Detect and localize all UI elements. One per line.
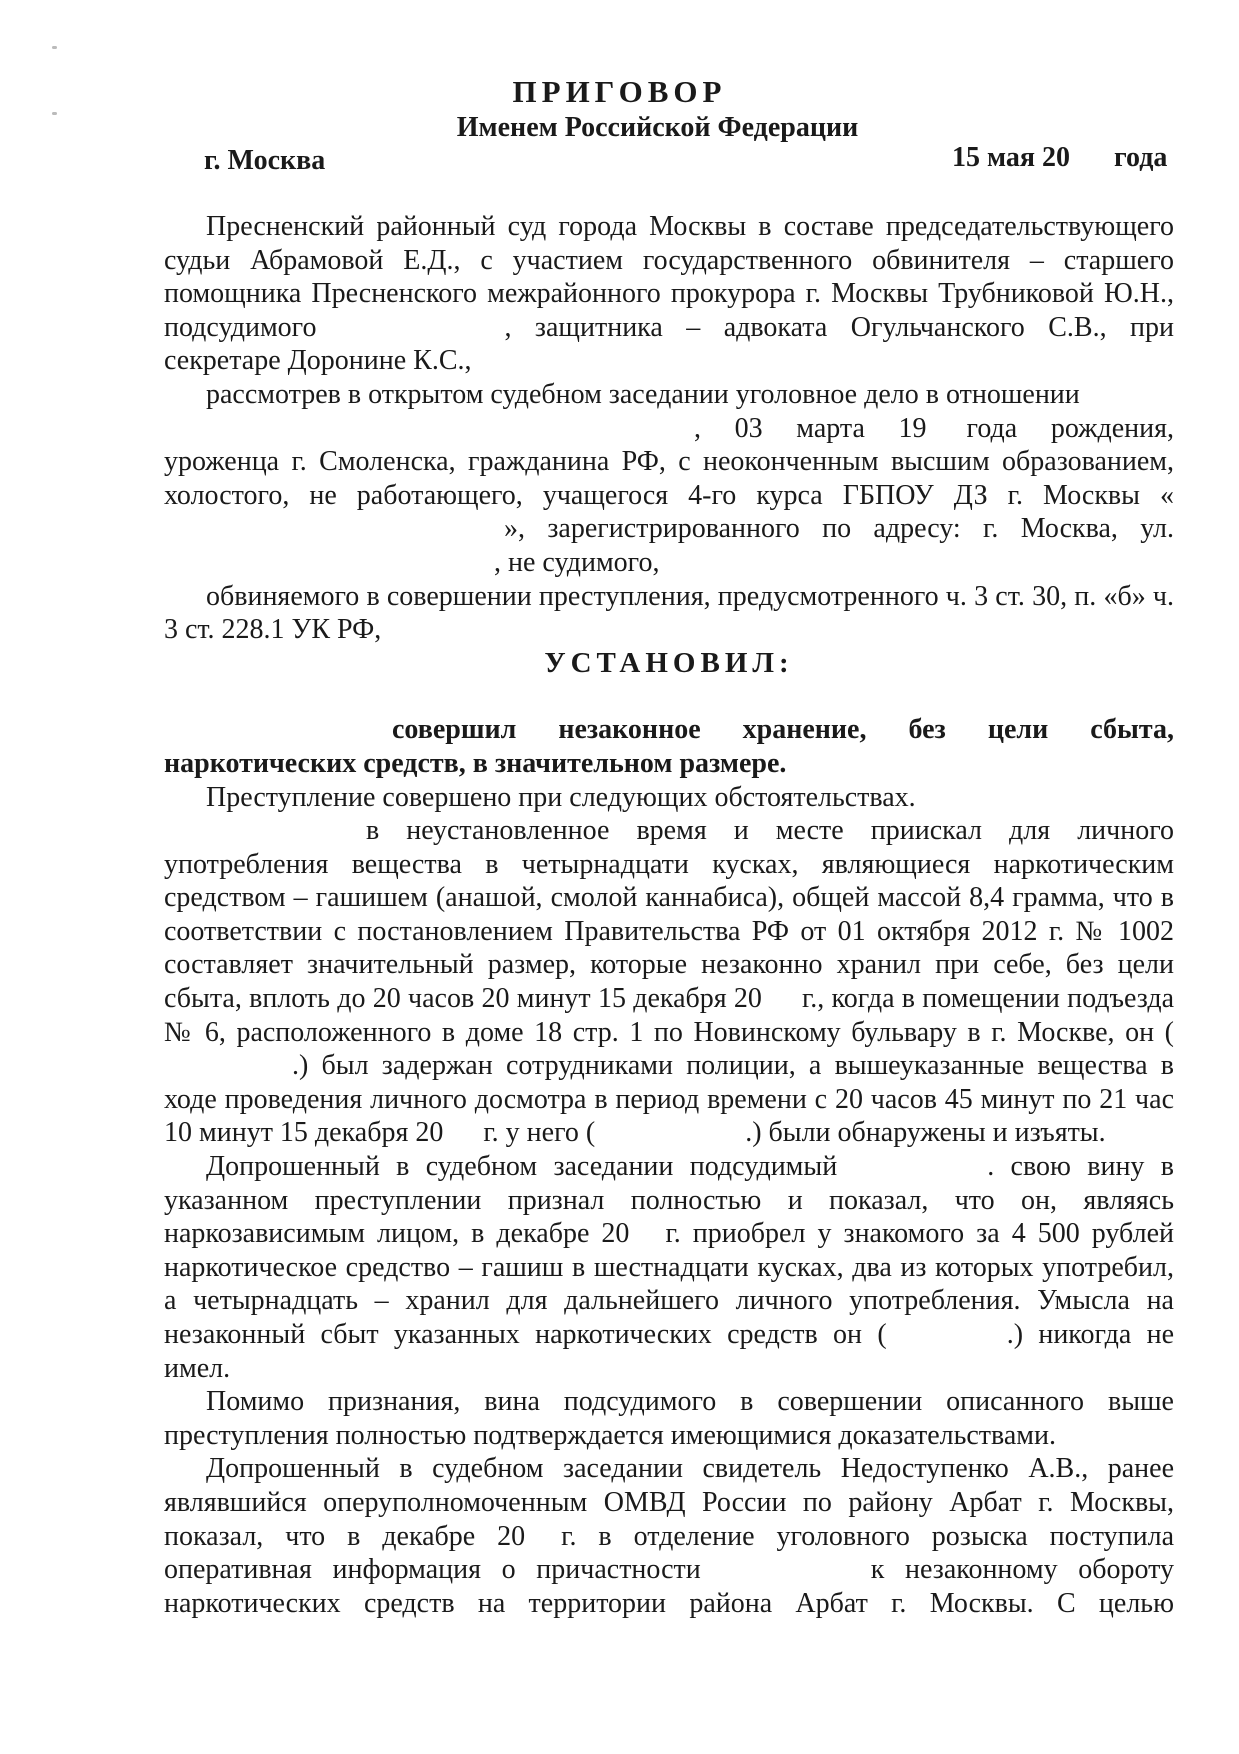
section-title: УСТАНОВИЛ: xyxy=(544,646,794,679)
intro-paragraph: Пресненский районный суд города Москвы в составе председательствующего судьи Абрамовой Е.Д., с участием государственного обвинителя – старшего помощника Пресненского межрайонного прокурора г. Москвы Трубниковой Ю.Н., подсудимого , защитника – адвоката Огульчанского С.В., при секретаре Доронине К.С., xyxy=(164,211,1174,377)
document-title: ПРИГОВОР xyxy=(512,74,727,109)
findings-paragraph-4: Помимо признания, вина подсудимого в совершении описанного выше преступления полностью подтверждается имеющимися доказательствами. xyxy=(164,1386,1174,1451)
document-body xyxy=(164,210,1174,1620)
document-subtitle: Именем Российской Федерации xyxy=(456,112,859,143)
charge-paragraph: обвиняемого в совершении преступления, предусмотренного ч. 3 ст. 30, п. «б» ч. 3 ст. 228.1 УК РФ, xyxy=(164,580,1174,646)
date xyxy=(952,142,1167,174)
defendant-info: , 03 марта 19 года рождения, уроженца г. Смоленска, гражданина РФ, с неоконченным высшим образованием, холостого, не работающего, учащегося 4-го курса ГБПОУ ДЗ г. Москвы «», зарегистрированного по адресу: г. Москва, ул., не судимого, xyxy=(164,412,1174,578)
date-prefix: 15 мая 20 xyxy=(952,142,1071,173)
intro-paragraph-2: рассмотрев в открытом судебном заседании уголовное дело в отношении xyxy=(206,378,1080,410)
city: г. Москва xyxy=(204,145,326,176)
findings-paragraph-1: Преступление совершено при следующих обстоятельствах. xyxy=(206,781,916,813)
spacer xyxy=(164,680,1174,713)
scan-artifact xyxy=(52,46,57,49)
findings-paragraph-5: Допрошенный в судебном заседании свидетель Недоступенко А.В., ранее являвшийся оперуполномоченным ОМВД России по району Арбат г. Москвы, показал, что в декабре 20 г. в отделение уголовного розыска поступила оперативная информация о причастности к незаконному обороту наркотических средств на территории района Арбат г. Москвы. С целью xyxy=(164,1453,1174,1619)
date-suffix: года xyxy=(1114,142,1168,173)
findings-paragraph-2: в неустановленное время и месте приискал для личного употребления вещества в четырнадцати кусках, являющиеся наркотическим средством – гашишем (анашой, смолой каннабиса), общей массой 8,4 грамма, что в соответствии с постановлением Правительства РФ от 01 октября 2012 г. № 1002 составляет значительный размер, которые незаконно хранил при себе, без цели сбыта, вплоть до 20 часов 20 минут 15 декабря 20 г., когда в помещении подъезда № 6, расположенного в доме 18 стр. 1 по Новинскому бульвару в г. Москве, он (.) был задержан сотрудниками полиции, а вышеуказанные вещества в ходе проведения личного досмотра в период времени с 20 часов 45 минут по 21 час 10 минут 15 декабря 20 г. у него ( .) были обнаружены и изъяты. xyxy=(164,815,1174,1149)
findings-paragraph-3: Допрошенный в судебном заседании подсудимый . свою вину в указанном преступлении признал полностью и показал, что он, являясь наркозависимым лицом, в декабре 20 г. приобрел у знакомого за 4 500 рублей наркотическое средство – гашиш в шестнадцати кусках, два из которых употребил, а четырнадцать – хранил для дальнейшего личного употребления. Умысла на незаконный сбыт указанных наркотических средств он ( .) никогда не имел. xyxy=(164,1151,1174,1384)
findings-summary: совершил незаконное хранение, без цели сбыта, наркотических средств, в значительном размере. xyxy=(164,714,1174,779)
